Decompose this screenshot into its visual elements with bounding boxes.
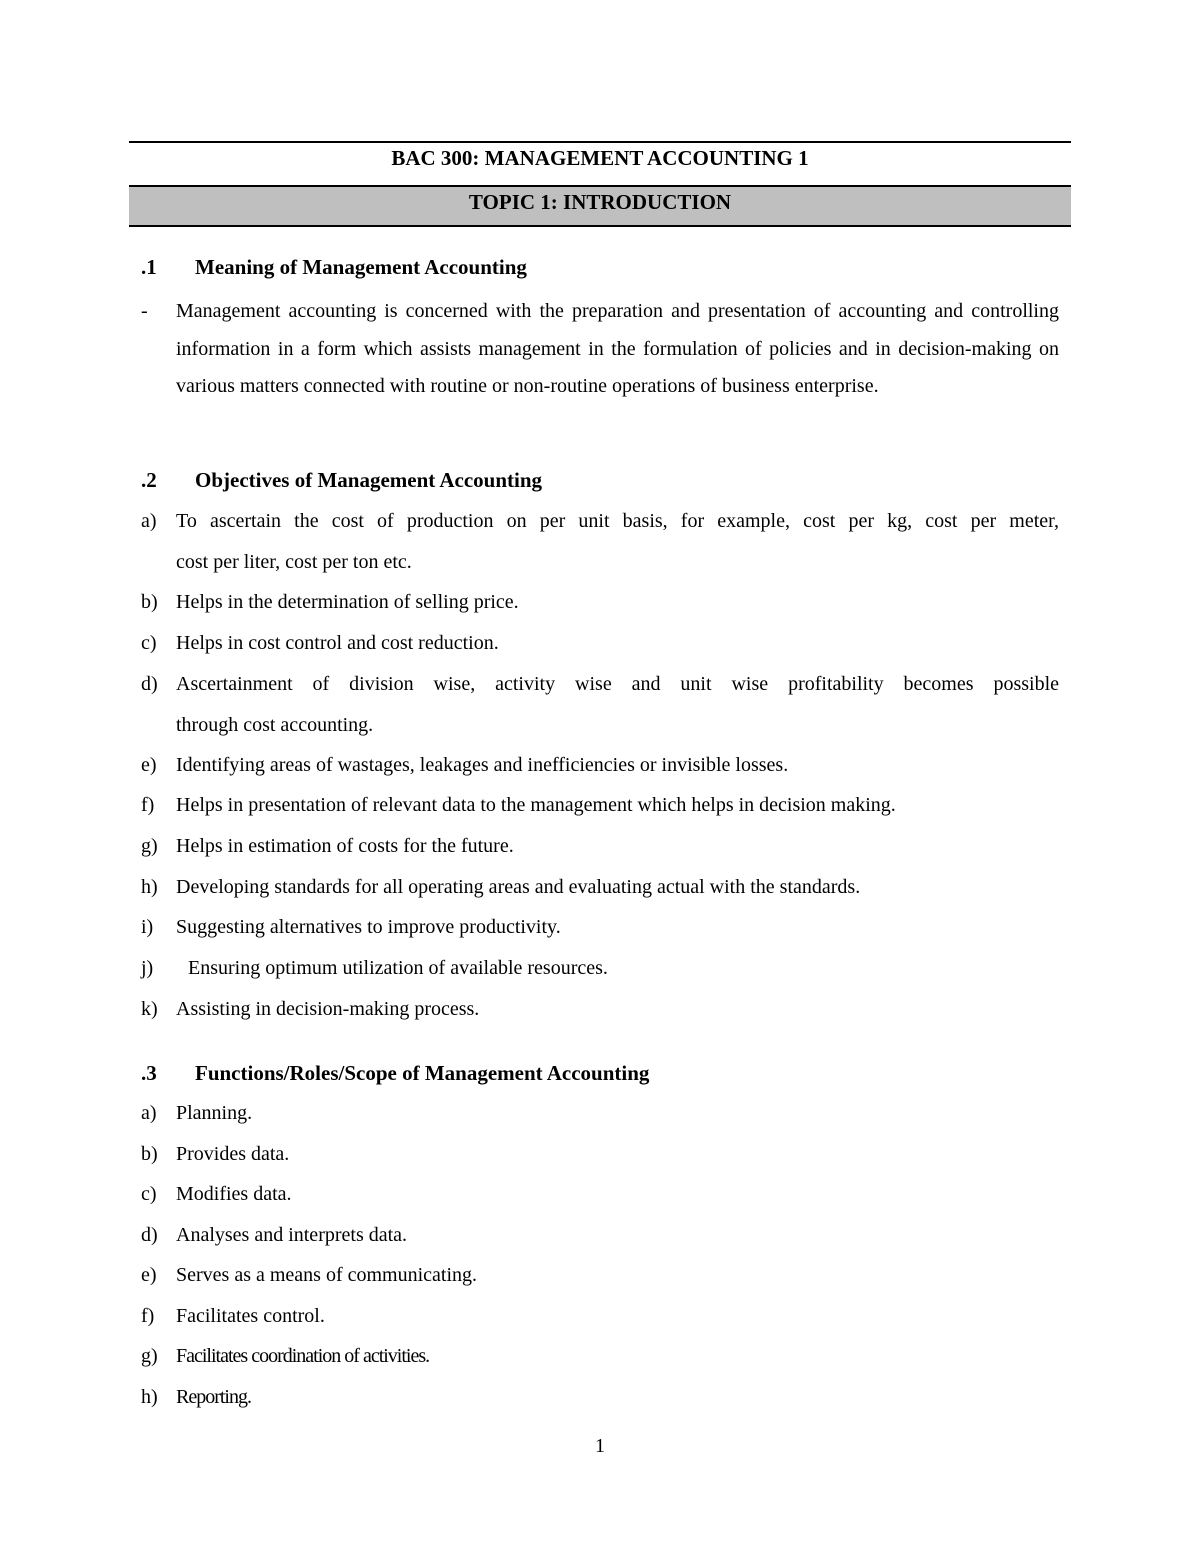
list-item-text: Suggesting alternatives to improve productivity. [176, 916, 561, 938]
list-item-text: Facilitates control. [176, 1305, 325, 1327]
list-marker: d) [141, 673, 158, 695]
list-marker: c) [141, 632, 157, 654]
list-marker: g) [141, 1345, 158, 1367]
list-marker: j) [141, 957, 154, 979]
list-item-text: Modifies data. [176, 1183, 292, 1205]
list-item-text: Assisting in decision-making process. [176, 998, 480, 1020]
list-marker: h) [141, 876, 158, 898]
list-marker: a) [141, 1102, 157, 1124]
topic-title: TOPIC 1: INTRODUCTION [129, 185, 1071, 227]
list-item-text: Developing standards for all operating areas and evaluating actual with the standards. [176, 876, 861, 898]
list-marker: g) [141, 835, 158, 857]
list-item-text: Helps in the determination of selling price. [176, 591, 519, 613]
list-item-text: Identifying areas of wastages, leakages and inefficiencies or invisible losses. [176, 754, 789, 776]
list-item-line: cost per liter, cost per ton etc. [176, 551, 412, 573]
top-rule [129, 141, 1071, 143]
list-marker: e) [141, 1264, 157, 1286]
page-number: 1 [595, 1435, 605, 1457]
list-item-text [176, 507, 1059, 576]
list-item-text [176, 670, 1059, 739]
list-item-text: Helps in estimation of costs for the future. [176, 835, 514, 857]
list-item-text: Reporting. [176, 1386, 251, 1408]
meaning-paragraph: Management accounting is concerned with the preparation and presentation of accounting and controlling information in a form which assists management in the formulation of policies and in decision-making on various matters connected with routine or non-routine operations of business enterprise. [176, 300, 1059, 397]
section-title: Meaning of Management Accounting [195, 255, 527, 279]
list-item-line: Ascertainment of division wise, activity wise and unit wise profitability becomes possible [176, 673, 1059, 695]
section-title: Functions/Roles/Scope of Management Accounting [195, 1061, 650, 1085]
section-number: .3 [141, 1061, 157, 1085]
list-item-line: To ascertain the cost of production on per unit basis, for example, cost per kg, cost per meter, [176, 510, 1059, 532]
section-heading-functions [141, 1059, 649, 1087]
list-marker: b) [141, 1143, 158, 1165]
section-heading-objectives [141, 466, 542, 494]
list-item-text: Ensuring optimum utilization of available resources. [188, 957, 608, 979]
course-title: BAC 300: MANAGEMENT ACCOUNTING 1 [391, 146, 809, 170]
list-item-text: Helps in cost control and cost reduction. [176, 632, 499, 654]
section-number: .2 [141, 468, 157, 492]
list-marker: d) [141, 1224, 158, 1246]
list-item-text: Provides data. [176, 1143, 290, 1165]
section-title: Objectives of Management Accounting [195, 468, 543, 492]
section-number: .1 [141, 255, 157, 279]
bullet-dash: - [141, 300, 148, 322]
list-marker: i) [141, 916, 154, 938]
list-item-text: Serves as a means of communicating. [176, 1264, 478, 1286]
list-marker: h) [141, 1386, 158, 1408]
list-marker: a) [141, 510, 157, 532]
list-item-text: Analyses and interprets data. [176, 1224, 408, 1246]
list-marker: k) [141, 998, 158, 1020]
list-marker: e) [141, 754, 157, 776]
list-marker: f) [141, 794, 155, 816]
list-marker: f) [141, 1305, 155, 1327]
list-item-text: Helps in presentation of relevant data to the management which helps in decision making. [176, 794, 896, 816]
section-heading-meaning [141, 253, 527, 281]
list-item-text: Planning. [176, 1102, 253, 1124]
list-marker: c) [141, 1183, 157, 1205]
list-item-line: through cost accounting. [176, 714, 374, 736]
list-item-text: Facilitates coordination of activities. [176, 1345, 430, 1367]
list-marker: b) [141, 591, 158, 613]
